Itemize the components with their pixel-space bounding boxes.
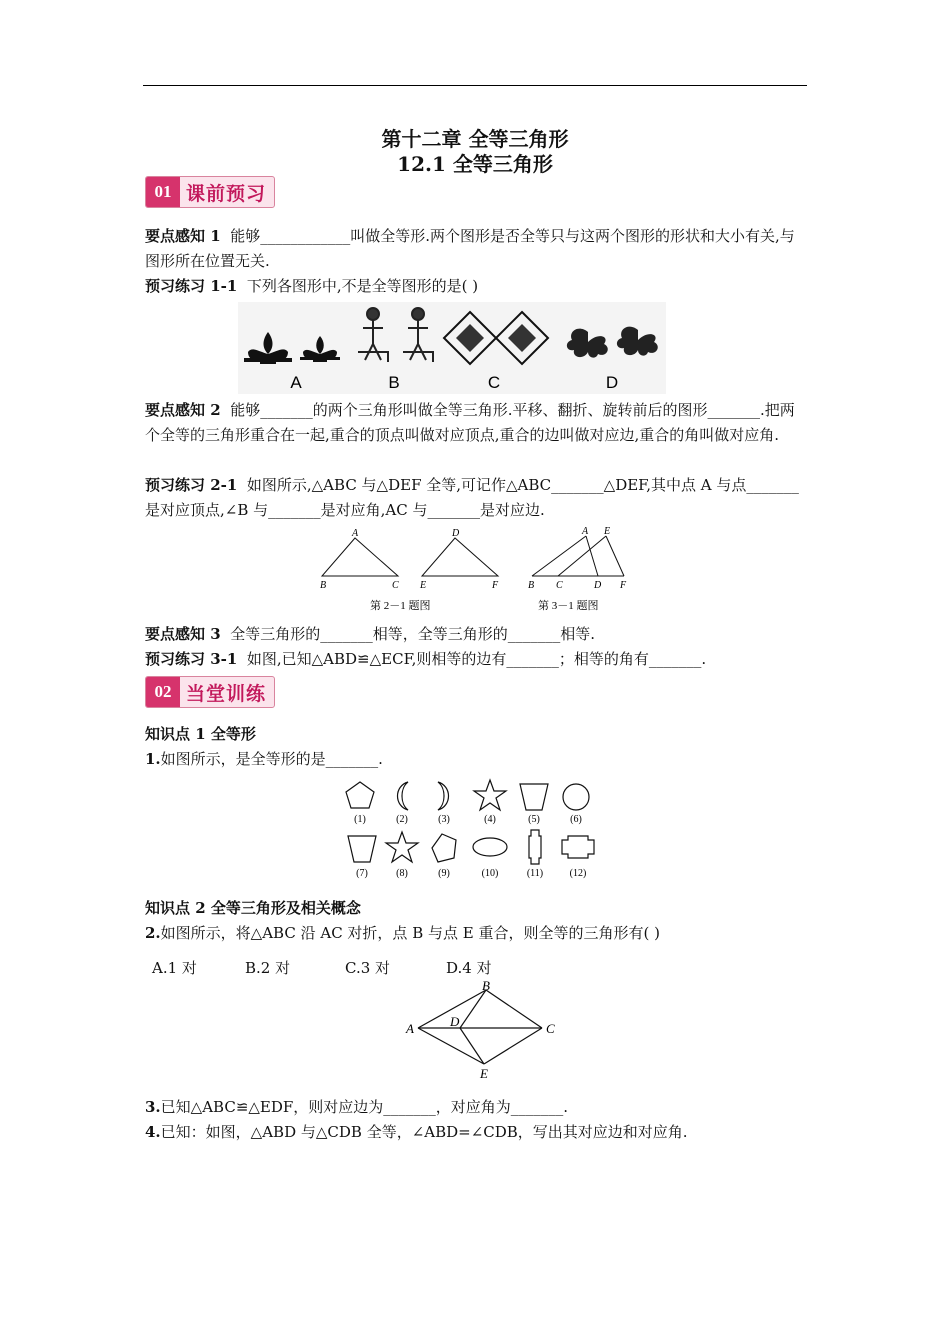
vertex-label: C — [392, 580, 399, 591]
vertex-label: A — [582, 526, 589, 537]
key-point-label: 要点感知 3 — [145, 625, 221, 643]
key-point-1 — [145, 224, 807, 274]
header-rule — [143, 85, 807, 86]
figure-caption: 第 2－1 题图 — [370, 600, 431, 612]
exercise-label: 预习练习 1-1 — [145, 277, 238, 295]
vertex-label: C — [556, 580, 563, 591]
exercise-label: 预习练习 3-1 — [145, 650, 238, 668]
key-point-text: 能够____________叫做全等形.两个图形是否全等只与这两个图形的形状和大小有关,与图形所在位置无关. — [145, 227, 795, 270]
vertex-label: A — [352, 528, 359, 539]
pentagon-icon — [346, 782, 374, 808]
key-point-label: 要点感知 2 — [145, 401, 221, 419]
shape-label: (10) — [481, 868, 499, 879]
shape-label: (11) — [526, 868, 544, 879]
option-c: C.3 对 — [345, 959, 391, 977]
key-point-text: 能够_______的两个三角形叫做全等三角形.平移、翻折、旋转前后的图形_______.把两个全等的三角形重合在一起,重合的顶点叫做对应顶点,重合的边叫做对应边,重合的角叫做对应角. — [145, 401, 795, 444]
figure-options-1-1 — [238, 302, 666, 394]
knowledge-point-2 — [145, 896, 807, 921]
vertex-label: D — [450, 1014, 460, 1029]
key-point-label: 要点感知 1 — [145, 227, 221, 245]
exercise-text: 如图所示,△ABC 与△DEF 全等,可记作△ABC_______△DEF,其中点 A 与点_______是对应顶点,∠B 与_______是对应角,AC 与_______是对应边. — [145, 476, 799, 519]
question-4 — [145, 1120, 807, 1145]
shape-label: (3) — [438, 814, 450, 825]
badge-label: 课前预习 — [186, 182, 267, 205]
folded-triangles — [418, 990, 542, 1064]
question-text: 已知：如图，△ABD 与△CDB 全等，∠ABD=∠CDB，写出其对应边和对应角. — [160, 1123, 688, 1141]
question-text: 如图所示，将△ABC 沿 AC 对折，点 B 与点 E 重合，则全等的三角形有( ) — [160, 924, 660, 942]
star-icon — [386, 832, 418, 862]
exercise-label: 预习练习 2-1 — [145, 476, 238, 494]
vertex-label: D — [594, 580, 602, 591]
option-b: B.2 对 — [245, 959, 291, 977]
crescent-icon — [438, 782, 449, 810]
vertex-label: B — [528, 580, 535, 591]
question-3 — [145, 1095, 807, 1120]
vertex-label: C — [546, 1021, 555, 1036]
overlapping-triangles — [532, 536, 624, 576]
ellipse-icon — [473, 838, 507, 856]
vertex-label: B — [320, 580, 327, 591]
key-point-text: 全等三角形的_______相等，全等三角形的_______相等. — [230, 625, 595, 643]
question-text: 已知△ABC≌△EDF，则对应边为_______，对应角为_______. — [160, 1098, 569, 1116]
shape-label: (2) — [396, 814, 408, 825]
exercise-3-1 — [145, 647, 807, 672]
shape-label: (8) — [396, 868, 408, 879]
vertex-label: A — [406, 1021, 414, 1036]
badge-label: 当堂训练 — [186, 682, 267, 705]
shape-label: (6) — [570, 814, 582, 825]
trapezoid-icon — [348, 836, 376, 862]
question-number: 2. — [145, 924, 161, 942]
shape-label: (5) — [528, 814, 540, 825]
question-number: 1. — [145, 750, 161, 768]
option-label: D — [605, 373, 619, 392]
knowledge-label: 知识点 2 全等三角形及相关概念 — [145, 899, 361, 917]
option-label: A — [290, 373, 302, 392]
shape-label: (7) — [356, 868, 368, 879]
vertex-label: F — [492, 580, 499, 591]
shape-label: (9) — [438, 868, 450, 879]
question-text: 如图所示，是全等形的是_______. — [160, 750, 383, 768]
option-label: B — [388, 373, 400, 392]
option-d: D.4 对 — [446, 959, 492, 977]
badge-number: 02 — [146, 677, 180, 707]
trapezoid-icon — [520, 784, 548, 810]
vertex-label: D — [452, 528, 460, 539]
question-number: 4. — [145, 1123, 161, 1141]
vertex-label: B — [482, 978, 490, 993]
badge-number: 01 — [146, 177, 180, 207]
figure-question-2 — [400, 978, 570, 1082]
vertex-label: E — [604, 526, 611, 537]
question-2 — [145, 921, 807, 946]
shape-label: (4) — [484, 814, 496, 825]
triangle-def — [422, 538, 498, 576]
figure-2-1-and-3-1 — [310, 524, 640, 616]
section-title: 12.1 全等三角形 — [397, 152, 553, 176]
vertex-label: F — [620, 580, 627, 591]
shape-label: (1) — [354, 814, 366, 825]
vertex-label: E — [420, 580, 427, 591]
star-icon — [474, 780, 506, 810]
vertex-label: E — [480, 1066, 488, 1081]
shape-label: (12) — [569, 868, 587, 879]
option-a: A.1 对 — [152, 959, 197, 977]
key-point-3 — [145, 622, 807, 647]
chapter-title: 第十二章 全等三角形 — [381, 127, 569, 151]
circle-icon — [563, 784, 589, 810]
section-badge-preview — [145, 176, 275, 208]
notched-rectangle-icon — [529, 830, 541, 864]
key-point-2 — [145, 398, 807, 448]
section-badge-practice — [145, 676, 275, 708]
figure-caption: 第 3－1 题图 — [538, 600, 599, 612]
question-1 — [145, 747, 807, 772]
notched-rectangle-icon — [562, 836, 594, 858]
exercise-2-1 — [145, 473, 807, 523]
irregular-pentagon-icon — [432, 834, 456, 862]
triangle-abc — [322, 538, 398, 576]
exercise-1-1 — [145, 274, 807, 299]
figure-shapes — [338, 776, 608, 882]
crescent-icon — [398, 782, 409, 810]
knowledge-point-1 — [145, 722, 807, 747]
exercise-text: 如图,已知△ABD≌△ECF,则相等的边有_______；相等的角有_______. — [246, 650, 707, 668]
option-label: C — [487, 373, 501, 392]
knowledge-label: 知识点 1 全等形 — [145, 725, 256, 743]
question-number: 3. — [145, 1098, 161, 1116]
exercise-text: 下列各图形中,不是全等图形的是( ) — [246, 277, 479, 295]
